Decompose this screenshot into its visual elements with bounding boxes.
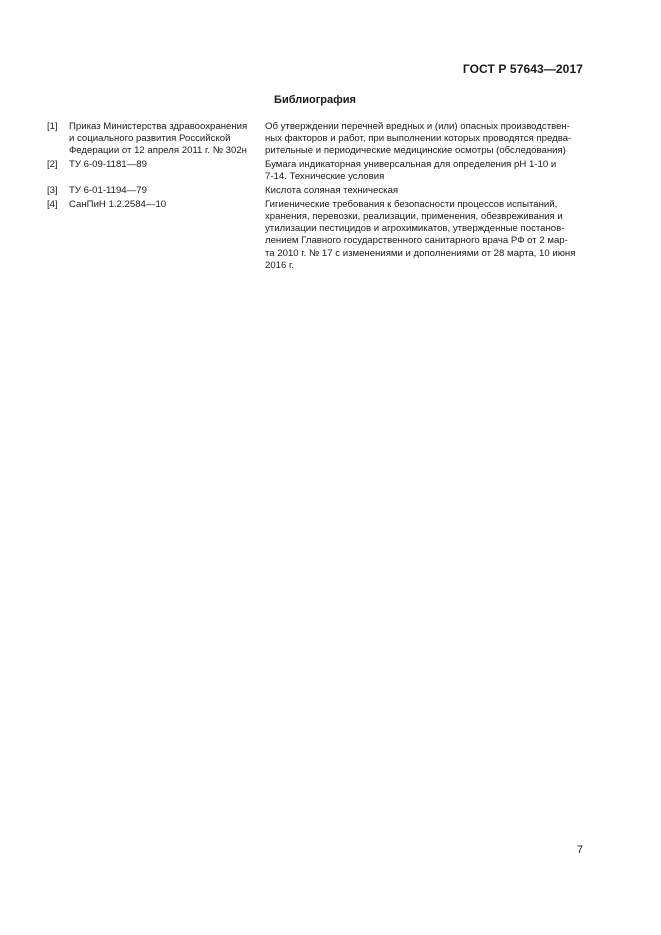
bibliography-entry [47, 185, 584, 197]
page-number: 7 [576, 844, 583, 856]
entry-document: ТУ 6-09-1181—89 [69, 159, 147, 171]
entry-description: Об утверждении перечней вредных и (или) опасных производствен- ных факторов и работ, при выполнении которых проводятся предва- рительные и периодические медицинские осмотры (обследования) [265, 121, 572, 157]
bibliography-entry [47, 159, 584, 183]
entry-description: Бумага индикаторная универсальная для определения pH 1-10 и 7-14. Технические условия [265, 159, 557, 183]
standard-code: ГОСТ Р 57643—2017 [462, 62, 583, 76]
bibliography-list [47, 121, 584, 273]
entry-description: Кислота соляная техническая [265, 185, 399, 197]
entry-document: СанПиН 1.2.2584—10 [69, 198, 167, 210]
section-title: Библиография [274, 94, 356, 106]
entry-number: [1] [47, 121, 58, 132]
entry-document: Приказ Министерства здравоохранения и социального развития Российской Федерации от 12 апреля 2011 г. № 302н [69, 121, 248, 157]
entry-number: [4] [47, 198, 58, 210]
bibliography-entry [47, 199, 584, 272]
entry-document: ТУ 6-01-1194—79 [69, 185, 147, 197]
bibliography-entry [47, 121, 584, 158]
entry-number: [2] [47, 159, 58, 171]
entry-number: [3] [47, 185, 58, 197]
entry-description: Гигиенические требования к безопасности процессов испытаний, хранения, перевозки, реализации, применения, обезвреживания и утилизации пестицидов и агрохимикатов, утвержденные постанов- лением Главного государственного санитарного врача РФ от 2 мар- та 2010 г. № 17 с изменениями и дополнениями от 28 марта, 10 июня 2016 г. [265, 198, 576, 271]
